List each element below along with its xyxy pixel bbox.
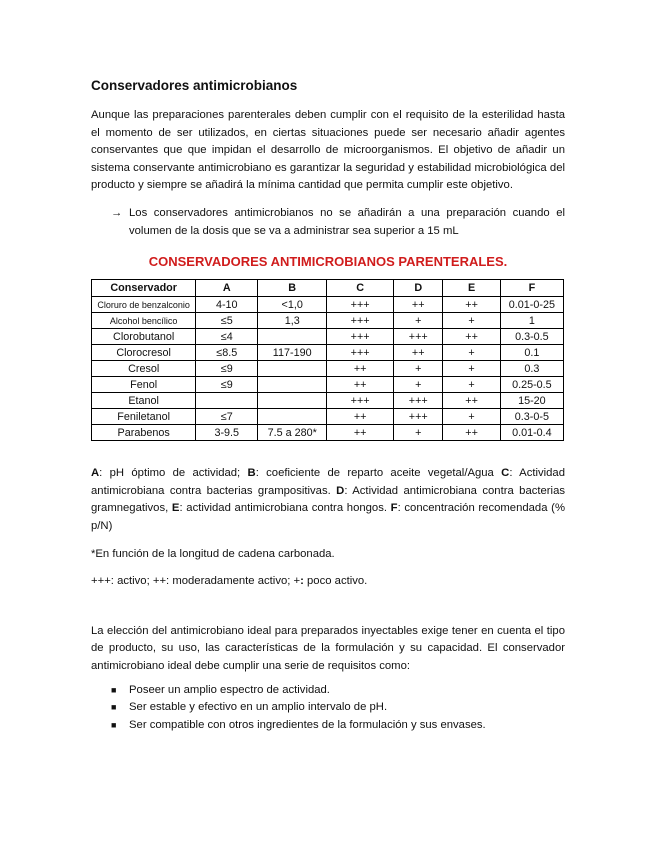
table-cell-d: +++ [394, 329, 443, 345]
table-cell-d: + [394, 377, 443, 393]
table-row [92, 297, 564, 313]
activity-key [91, 573, 565, 591]
table-cell-a: ≤9 [196, 361, 258, 377]
arrow-note-item [111, 205, 565, 240]
table-row [92, 377, 564, 393]
table-cell-b: 1,3 [258, 313, 327, 329]
table-row [92, 393, 564, 409]
table-cell-f: 1 [500, 313, 563, 329]
square-bullet-icon: ■ [111, 702, 117, 713]
table-cell-conservador: Parabenos [92, 425, 196, 441]
list-item-text: Poseer un amplio espectro de actividad. [129, 683, 330, 696]
requirements-list [91, 682, 565, 735]
table-cell-c: ++ [327, 425, 394, 441]
legend-text-c: : Actividad antimicrobiana contra bacterias grampositivas. [91, 467, 565, 497]
table-cell-a: ≤4 [196, 329, 258, 345]
table-cell-b: 117-190 [258, 345, 327, 361]
header-cell-a: A [196, 280, 258, 297]
table-cell-a: ≤8.5 [196, 345, 258, 361]
table-cell-conservador: Cresol [92, 361, 196, 377]
legend-text-f: : concentración recomendada (% p/N) [91, 502, 565, 532]
table-cell-conservador: Clorocresol [92, 345, 196, 361]
table-cell-d: +++ [394, 409, 443, 425]
table-cell-c: ++ [327, 409, 394, 425]
table-cell-a: ≤9 [196, 377, 258, 393]
list-item-text: Ser compatible con otros ingredientes de la formulación y sus envases. [129, 718, 486, 731]
table-title: CONSERVADORES ANTIMICROBIANOS PARENTERALES. [148, 254, 508, 270]
activity-key-suffix: poco activo. [303, 575, 368, 588]
table-cell-conservador: Feniletanol [92, 409, 196, 425]
table-cell-e: ++ [443, 329, 500, 345]
square-bullet-icon: ■ [111, 684, 117, 695]
legend-text-b: : coeficiente de reparto aceite vegetal/Agua [255, 467, 502, 480]
list-item [111, 682, 565, 700]
table-cell-e: + [443, 377, 500, 393]
list-item [111, 699, 565, 717]
activity-key-colon: : [300, 575, 304, 588]
table-cell-f: 0.3-0.5 [500, 329, 563, 345]
legend-text-d: : Actividad antimicrobiana contra bacterias gramnegativos, [91, 484, 565, 515]
table-cell-d: +++ [394, 393, 443, 409]
footnote: *En función de la longitud de cadena carbonada. [91, 547, 335, 560]
table-cell-conservador: Fenol [92, 377, 196, 393]
table-header-row [92, 280, 564, 297]
header-cell-e: E [443, 280, 500, 297]
legend-key-f: F [390, 502, 398, 515]
table-cell-b [258, 393, 327, 409]
table-cell-a: 3-9.5 [196, 425, 258, 441]
header-cell-c: C [327, 280, 394, 297]
table-cell-conservador: Cloruro de benzalconio [92, 297, 196, 313]
legend-key-e: E [171, 502, 180, 515]
table-cell-f: 0.01-0.4 [500, 425, 563, 441]
table-cell-conservador: Alcohol bencílico [92, 313, 196, 329]
table-cell-a: ≤5 [196, 313, 258, 329]
table-cell-e: ++ [443, 425, 500, 441]
table-cell-e: ++ [443, 393, 500, 409]
table-cell-e: + [443, 361, 500, 377]
table-cell-c: +++ [327, 345, 394, 361]
table-row [92, 313, 564, 329]
table-cell-f: 15-20 [500, 393, 563, 409]
table-row [92, 361, 564, 377]
header-cell-f: F [500, 280, 563, 297]
table-body [92, 297, 564, 441]
table-cell-conservador: Etanol [92, 393, 196, 409]
table-cell-b: <1,0 [258, 297, 327, 313]
table-cell-d: + [394, 313, 443, 329]
table-cell-b: 7.5 a 280* [258, 425, 327, 441]
table-legend [91, 465, 565, 535]
table-cell-c: ++ [327, 361, 394, 377]
table-cell-e: + [443, 313, 500, 329]
table-cell-b [258, 361, 327, 377]
table-cell-f: 0.3-0-5 [500, 409, 563, 425]
table-cell-c: ++ [327, 377, 394, 393]
selection-paragraph: La elección del antimicrobiano ideal para preparados inyectables exige tener en cuenta el tipo de producto, su uso, las características de la formulación y su capacidad. El conservador antimicrobiano ideal debe cumplir una serie de requisitos como: [91, 624, 565, 672]
table-cell-b [258, 329, 327, 345]
preservatives-table [91, 279, 564, 441]
table-cell-d: + [394, 361, 443, 377]
header-cell-conservador: Conservador [92, 280, 196, 297]
legend-key-c: C [501, 467, 510, 480]
table-cell-f: 0.01-0-25 [500, 297, 563, 313]
table-cell-d: ++ [394, 345, 443, 361]
intro-paragraph: Aunque las preparaciones parenterales deben cumplir con el requisito de la esterilidad hasta el momento de ser utilizados, en ciertas situaciones puede ser necesario añadir agentes conservantes que que impidan el desarrollo de microorganismos. El objetivo de añadir un sistema conservante antimicrobiano es garantizar la seguridad y estabilidad microbiológica del producto y siempre se añadirá la mínima cantidad que permita cumplir este objetivo. [91, 109, 565, 192]
table-cell-c: +++ [327, 313, 394, 329]
table-cell-a: ≤7 [196, 409, 258, 425]
header-cell-d: D [394, 280, 443, 297]
section-title: Conservadores antimicrobianos [91, 78, 298, 93]
table-row [92, 425, 564, 441]
table-cell-c: +++ [327, 329, 394, 345]
table-row [92, 345, 564, 361]
legend-text-a: : pH óptimo de actividad; [99, 467, 248, 480]
table-cell-a [196, 393, 258, 409]
table-cell-c: +++ [327, 393, 394, 409]
table-cell-f: 0.3 [500, 361, 563, 377]
table-cell-e: + [443, 345, 500, 361]
table-cell-a: 4-10 [196, 297, 258, 313]
table-cell-f: 0.25-0.5 [500, 377, 563, 393]
table-cell-b [258, 377, 327, 393]
table-row [92, 409, 564, 425]
list-item-text: Ser estable y efectivo en un amplio intervalo de pH. [129, 701, 388, 714]
list-item [111, 717, 565, 735]
legend-key-a: A [91, 467, 100, 480]
legend-key-d: D [336, 484, 345, 497]
table-row [92, 329, 564, 345]
activity-key-prefix: +++: activo; ++: moderadamente activo; + [91, 575, 301, 588]
header-cell-b: B [258, 280, 327, 297]
table-cell-e: ++ [443, 297, 500, 313]
table-cell-e: + [443, 409, 500, 425]
square-bullet-icon: ■ [111, 719, 117, 730]
table-cell-d: + [394, 425, 443, 441]
arrow-note-text: Los conservadores antimicrobianos no se añadirán a una preparación cuando el volumen de la dosis que se va a administrar sea superior a 15 mL [129, 206, 565, 237]
table-cell-d: ++ [394, 297, 443, 313]
table-cell-f: 0.1 [500, 345, 563, 361]
legend-key-b: B [247, 467, 256, 480]
legend-text-e: : actividad antimicrobiana contra hongos. [179, 502, 391, 515]
table-cell-c: +++ [327, 297, 394, 313]
table-cell-b [258, 409, 327, 425]
table-cell-conservador: Clorobutanol [92, 329, 196, 345]
arrow-right-icon: → [111, 206, 123, 219]
